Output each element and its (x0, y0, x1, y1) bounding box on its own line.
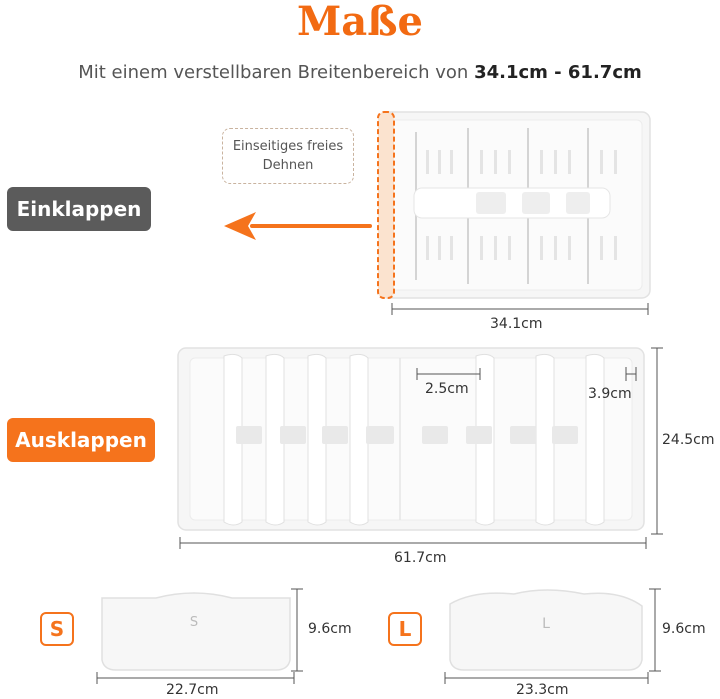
expand-badge: Ausklappen (7, 418, 155, 462)
subtitle (0, 60, 720, 86)
size-s-badge: S (40, 612, 74, 646)
slot-width-label: 2.5cm (425, 381, 469, 397)
expanded-tray (176, 346, 648, 532)
divider-l-panel (444, 584, 648, 676)
divider-l-mark: L (542, 616, 550, 632)
size-l-badge: L (388, 612, 422, 646)
collapsed-tray (376, 110, 656, 300)
divider-s-panel (96, 586, 296, 676)
divider-s-mark: S (189, 615, 199, 630)
expanded-width-label: 61.7cm (394, 550, 447, 566)
divider-s-width-label: 22.7cm (166, 682, 219, 698)
expanded-height-label: 24.5cm (662, 432, 715, 448)
width-range: 34.1cm - 61.7cm (474, 62, 642, 83)
expanded-width-line (178, 536, 648, 550)
page-title: Maße (296, 0, 424, 45)
collapsed-width-label: 34.1cm (490, 316, 543, 332)
stretch-callout (222, 128, 354, 184)
divider-thickness-label: 3.9cm (588, 386, 632, 402)
subtitle-prefix: Mit einem verstellbaren Breitenbereich von (78, 62, 475, 83)
divider-s-height-label: 9.6cm (308, 621, 352, 637)
divider-l-width-label: 23.3cm (516, 682, 569, 698)
divider-l-height-line (648, 588, 662, 672)
divider-thickness-line (624, 366, 638, 382)
arrow-left-icon (222, 212, 372, 242)
divider-l-height-label: 9.6cm (662, 621, 706, 637)
collapse-badge: Einklappen (7, 187, 151, 231)
divider-s-height-line (290, 588, 304, 672)
callout-text: Einseitiges freies Dehnen (232, 139, 344, 173)
collapsed-width-line (390, 302, 650, 316)
slot-width-line (416, 368, 482, 380)
